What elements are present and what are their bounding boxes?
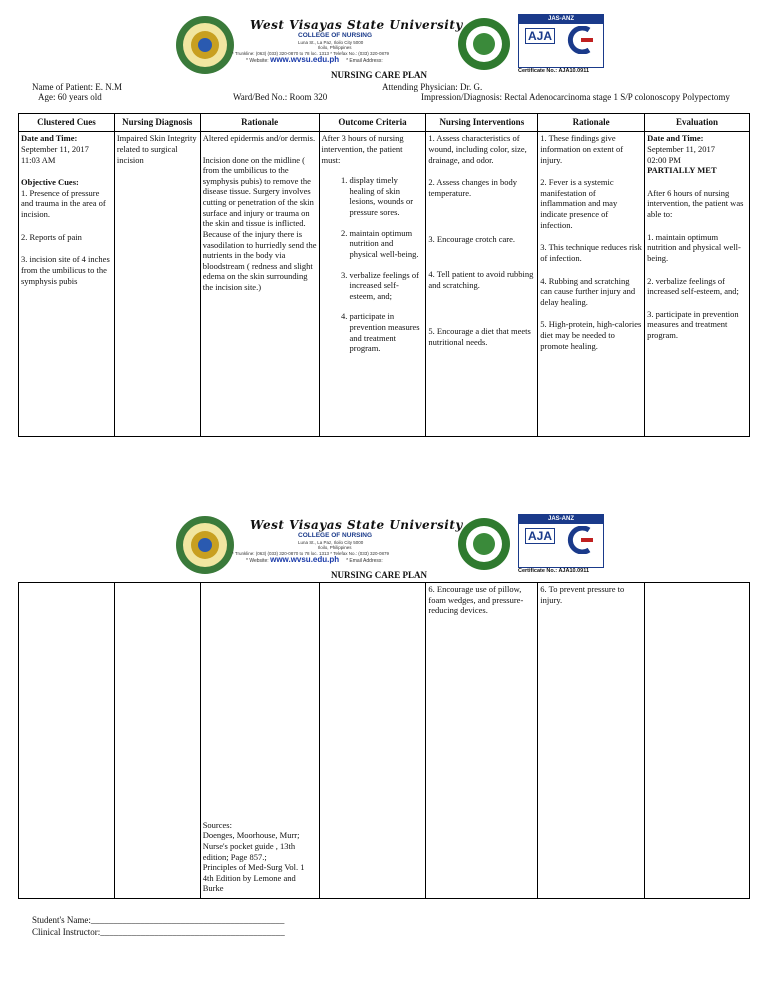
ward-bed: Ward/Bed No.: Room 320 (233, 92, 328, 102)
rationale-item: 3. This technique reduces risk of infection. (540, 242, 642, 263)
address-line-1: Luna St., La Paz, Iloilo City 5000 (298, 540, 364, 545)
eval-item: 2. verbalize feelings of increased self-esteem, and; (647, 275, 739, 297)
university-seal-icon (174, 514, 236, 576)
rationale-cell: Altered epidermis and/or dermis. Incision done on the midline ( from the umbilicus to the symphysis pubis) to remove the disease tissue. Surgery involves cutting or penetration of the skin surface and injury or trauma on the skin and tissue is inflicted. Because of the injury there is vasodilation to hurriedly send the nutrients in the body via bloodstream ( redness and slight edema on the skin surrounding the incision site.) (200, 132, 319, 437)
cue-item: 3. incision site of 4 inches from the umbilicus to the symphysis pubis (21, 254, 110, 286)
interventions-cell (426, 132, 538, 437)
intervention-rationale-cell (538, 132, 645, 437)
cue-item: 2. Reports of pain (21, 231, 82, 242)
college-name: COLLEGE OF NURSING (298, 532, 373, 539)
rationale-item: 5. High-protein, high-calories diet may be needed to promote healing. (540, 319, 642, 351)
college-seal-icon (456, 516, 512, 572)
col-clustered-cues: Clustered Cues (19, 114, 115, 132)
website-line: * Website: www.wvsu.edu.ph * Email Address: (246, 55, 383, 64)
rationale-item: 6. To prevent pressure to injury. (540, 584, 625, 605)
page-title: NURSING CARE PLAN (331, 570, 428, 580)
address-line-2: Iloilo, Philippines (318, 45, 352, 50)
outcome-intro: After 3 hours of nursing intervention, the patient must: (321, 133, 404, 165)
care-plan-table-page-2 (18, 582, 750, 899)
outcome-criteria-cell (319, 583, 426, 899)
table-row (19, 132, 750, 437)
cues-date-label: Date and Time: (21, 133, 78, 144)
phone-line: * Trunkline: (063) (033) 320-0870 to 78 loc. 1313 * Telefax No.: (033) 320-0879 (232, 551, 390, 556)
rationale-item: 1. These findings give information on extent of injury. (540, 133, 624, 165)
outcome-item: 4. participate in prevention measures and treatment program. (350, 311, 424, 354)
outcome-item: 3. verbalize feelings of increased self-esteem, and; (350, 270, 424, 302)
impression-diagnosis: Impression/Diagnosis: Rectal Adenocarcinoma stage 1 S/P colonoscopy Polypectomy (421, 92, 730, 102)
eval-date-label: Date and Time: (647, 133, 704, 144)
col-nursing-interventions: Nursing Interventions (426, 114, 538, 132)
address-line-1: Luna St., La Paz, Iloilo City 5000 (298, 40, 364, 45)
evaluation-cell (645, 132, 750, 437)
phone-line: * Trunkline: (063) (033) 320-0870 to 78 loc. 1313 * Telefax No.: (033) 320-0879 (232, 51, 390, 56)
eval-intro: After 6 hours of nursing intervention, the patient was able to: (647, 187, 744, 219)
outcome-criteria-cell (319, 132, 426, 437)
evaluation-cell (645, 583, 750, 899)
rationale-item: 2. Fever is a systemic manifestation of inflammation and may indicate presence of infection. (540, 177, 618, 230)
intervention-item: 6. Encourage use of pillow, foam wedges, and pressure-reducing devices. (428, 584, 524, 616)
student-name-field: Student's Name:___________________________________________ (32, 915, 285, 925)
certification-badge (518, 514, 604, 568)
rationale-item: 4. Rubbing and scratching can cause further injury and delay healing. (540, 275, 636, 307)
cues-date: September 11, 2017 (21, 143, 89, 154)
attending-physician: Attending Physician: Dr. G. (382, 82, 483, 92)
intervention-item: 1. Assess characteristics of wound, including color, size, drainage, and odor. (428, 133, 527, 165)
col-intervention-rationale: Rationale (538, 114, 645, 132)
header-row (19, 114, 750, 132)
source-item: Doenges, Moorhouse, Murr; Nurse's pocket guide , 13th edition; Page 857.; (202, 830, 300, 862)
letterhead-1 (170, 12, 610, 74)
intervention-item: 3. Encourage crotch care. (428, 234, 516, 245)
col-nursing-diagnosis: Nursing Diagnosis (114, 114, 200, 132)
outcome-list (322, 175, 424, 354)
intervention-item: 5. Encourage a diet that meets nutritional needs. (428, 326, 531, 347)
table-row (19, 583, 750, 899)
website-link[interactable]: www.wvsu.edu.ph (270, 555, 340, 564)
intervention-item: 4. Tell patient to avoid rubbing and scratching. (428, 269, 534, 290)
outcome-item: 2. maintain optimum nutrition and physical well-being. (350, 228, 424, 260)
nursing-diagnosis-cell: Impaired Skin Integrity related to surgical incision (114, 132, 200, 437)
clustered-cues-cell (19, 132, 115, 437)
eval-time: 02:00 PM (647, 154, 681, 165)
cue-item: 1. Presence of pressure and trauma in the area of incision. (21, 187, 106, 219)
col-evaluation: Evaluation (645, 114, 750, 132)
col-rationale: Rationale (200, 114, 319, 132)
care-plan-table-page-1 (18, 113, 750, 437)
clinical-instructor-field: Clinical Instructor:_________________________________________ (32, 927, 285, 937)
jas-anz-label: JAS-ANZ (519, 15, 603, 24)
intervention-item: 2. Assess changes in body temperature. (428, 177, 517, 198)
eval-date: September 11, 2017 (647, 143, 716, 154)
address-line-2: Iloilo, Philippines (318, 545, 352, 550)
interventions-cell (426, 583, 538, 899)
eval-status: PARTIALLY MET (647, 165, 717, 176)
cues-time: 11:03 AM (21, 154, 56, 165)
aja-logo: AJA (525, 528, 555, 544)
aja-logo: AJA (525, 28, 555, 44)
nursing-diagnosis-cell (114, 583, 200, 899)
sources-label: Sources: (202, 819, 232, 830)
rationale-cell (200, 583, 319, 899)
certificate-number: Certificate No.: AJA10.0911 (518, 568, 590, 574)
page-title: NURSING CARE PLAN (331, 70, 428, 80)
col-outcome-criteria: Outcome Criteria (319, 114, 426, 132)
intervention-rationale-cell (538, 583, 645, 899)
letterhead-2 (170, 512, 610, 574)
certification-badge (518, 14, 604, 68)
patient-age: Age: 60 years old (38, 92, 102, 102)
outcome-item: 1. display timely healing of skin lesions, wounds or pressure sores. (350, 175, 424, 218)
jas-anz-label: JAS-ANZ (519, 515, 603, 524)
college-seal-icon (456, 16, 512, 72)
certificate-number: Certificate No.: AJA10.0911 (518, 68, 590, 74)
certification-mark-icon (563, 26, 593, 54)
patient-name: Name of Patient: E. N.M (32, 82, 122, 92)
eval-item: 1. maintain optimum nutrition and physical well-being. (647, 231, 741, 263)
website-link[interactable]: www.wvsu.edu.ph (270, 55, 340, 64)
certification-mark-icon (563, 526, 593, 554)
university-name: West Visayas State University (250, 518, 463, 532)
clustered-cues-cell (19, 583, 115, 899)
university-name: West Visayas State University (250, 18, 463, 32)
university-seal-icon (174, 14, 236, 76)
website-line: * Website: www.wvsu.edu.ph * Email Address: (246, 555, 383, 564)
objective-cues-label: Objective Cues: (21, 177, 79, 188)
source-item: Principles of Med-Surg Vol. 1 4th Edition by Lemone and Burke (202, 862, 305, 894)
college-name: COLLEGE OF NURSING (298, 32, 373, 39)
eval-item: 3. participate in prevention measures and treatment program. (647, 308, 739, 340)
